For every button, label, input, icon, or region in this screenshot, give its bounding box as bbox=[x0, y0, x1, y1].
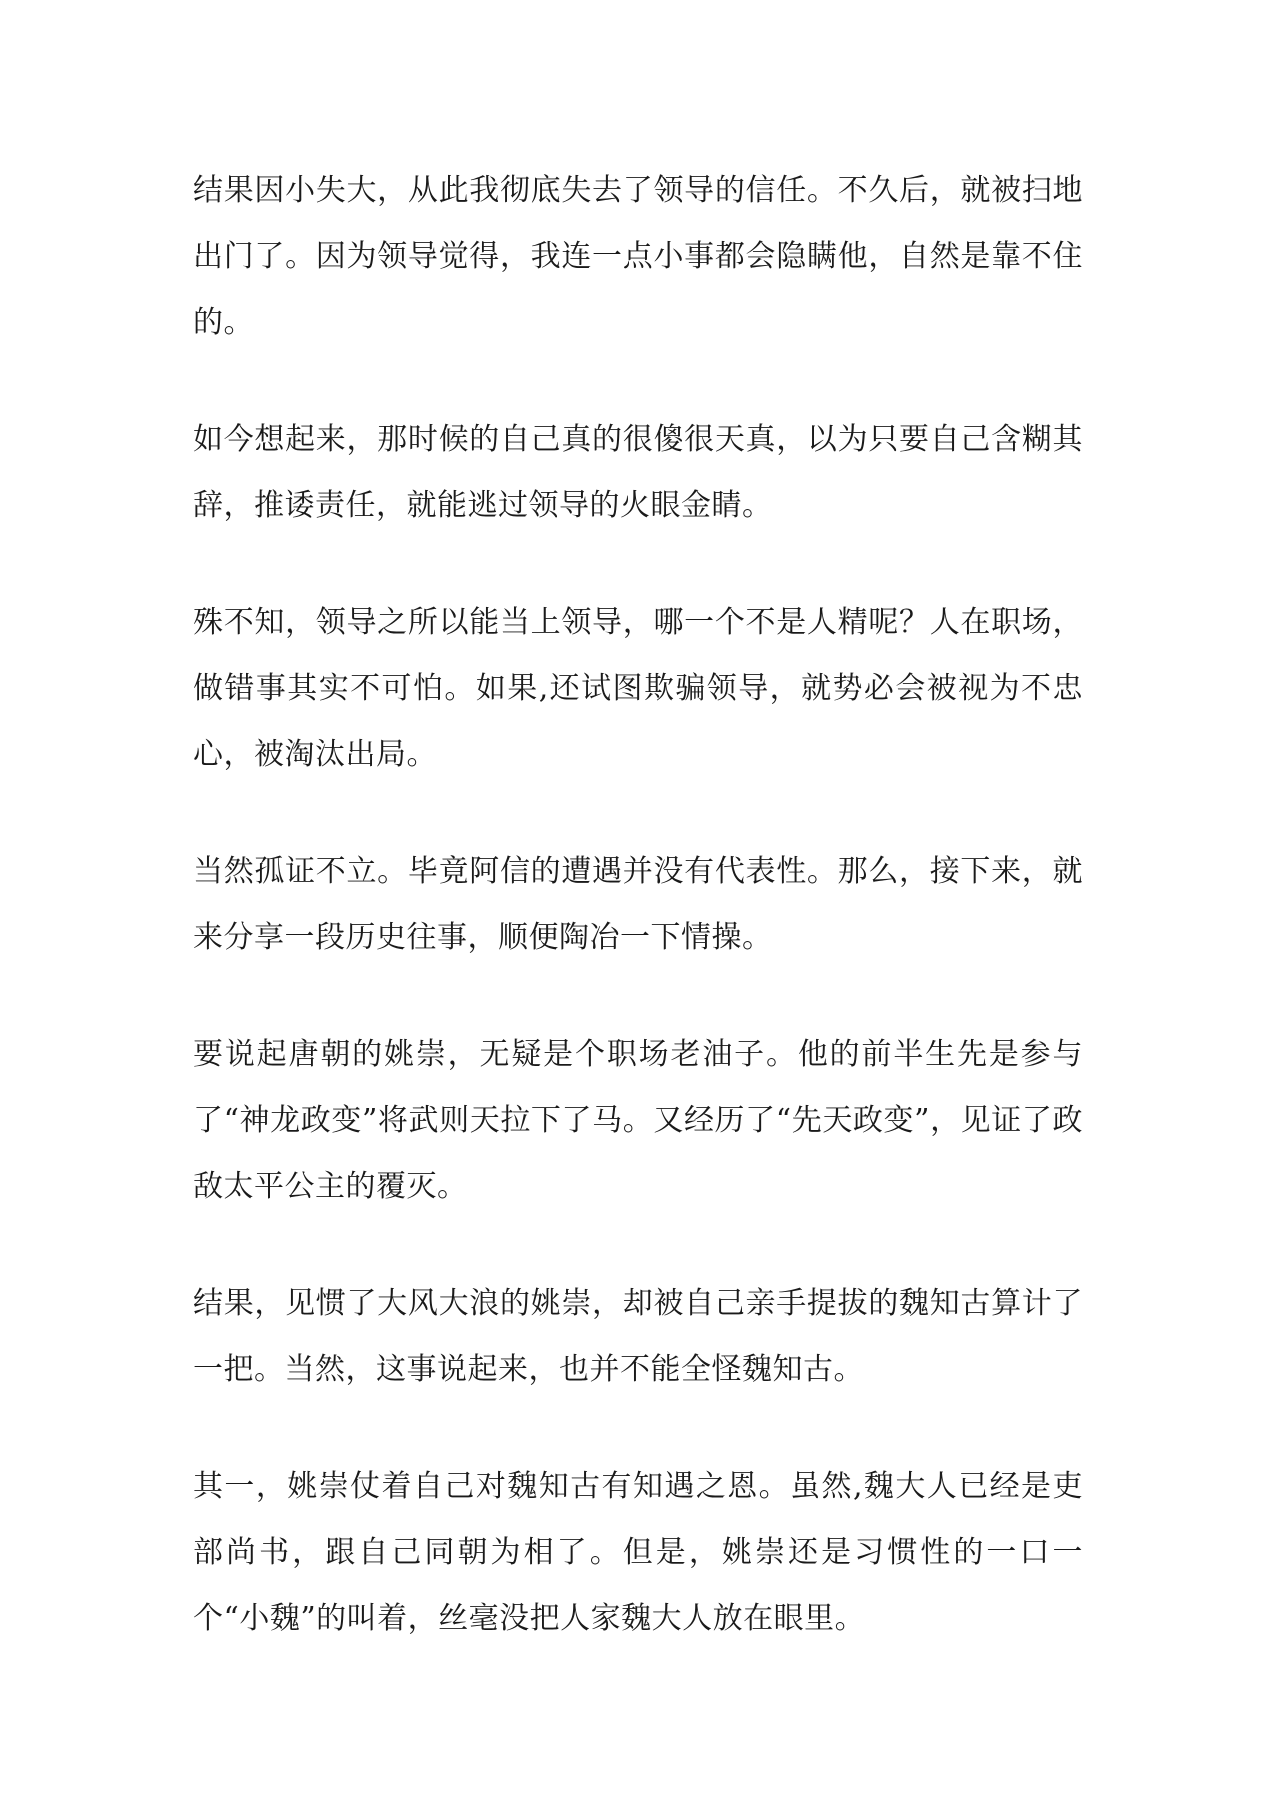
paragraph: 当然孤证不立。毕竟阿信的遭遇并没有代表性。那么，接下来，就来分享一段历史往事，顺便陶冶一下情操。 bbox=[193, 854, 1083, 955]
document-body bbox=[193, 158, 1083, 1703]
paragraph: 如今想起来，那时候的自己真的很傻很天真，以为只要自己含糊其辞，推诿责任，就能逃过领导的火眼金睛。 bbox=[193, 422, 1083, 523]
paragraph: 结果因小失大，从此我彻底失去了领导的信任。不久后，就被扫地出门了。因为领导觉得，我连一点小事都会隐瞒他，自然是靠不住的。 bbox=[193, 173, 1083, 340]
paragraph: 要说起唐朝的姚崇，无疑是个职场老油子。他的前半生先是参与了“神龙政变”将武则天拉下了马。又经历了“先天政变”，见证了政敌太平公主的覆灭。 bbox=[193, 1037, 1083, 1204]
paragraph: 殊不知，领导之所以能当上领导，哪一个不是人精呢？人在职场，做错事其实不可怕。如果,还试图欺骗领导，就势必会被视为不忠心，被淘汰出局。 bbox=[193, 605, 1083, 772]
paragraph: 其一，姚崇仗着自己对魏知古有知遇之恩。虽然,魏大人已经是吏部尚书，跟自己同朝为相了。但是，姚崇还是习惯性的一口一个“小魏”的叫着，丝毫没把人家魏大人放在眼里。 bbox=[193, 1469, 1083, 1636]
paragraph: 结果，见惯了大风大浪的姚崇，却被自己亲手提拔的魏知古算计了一把。当然，这事说起来，也并不能全怪魏知古。 bbox=[193, 1286, 1083, 1387]
